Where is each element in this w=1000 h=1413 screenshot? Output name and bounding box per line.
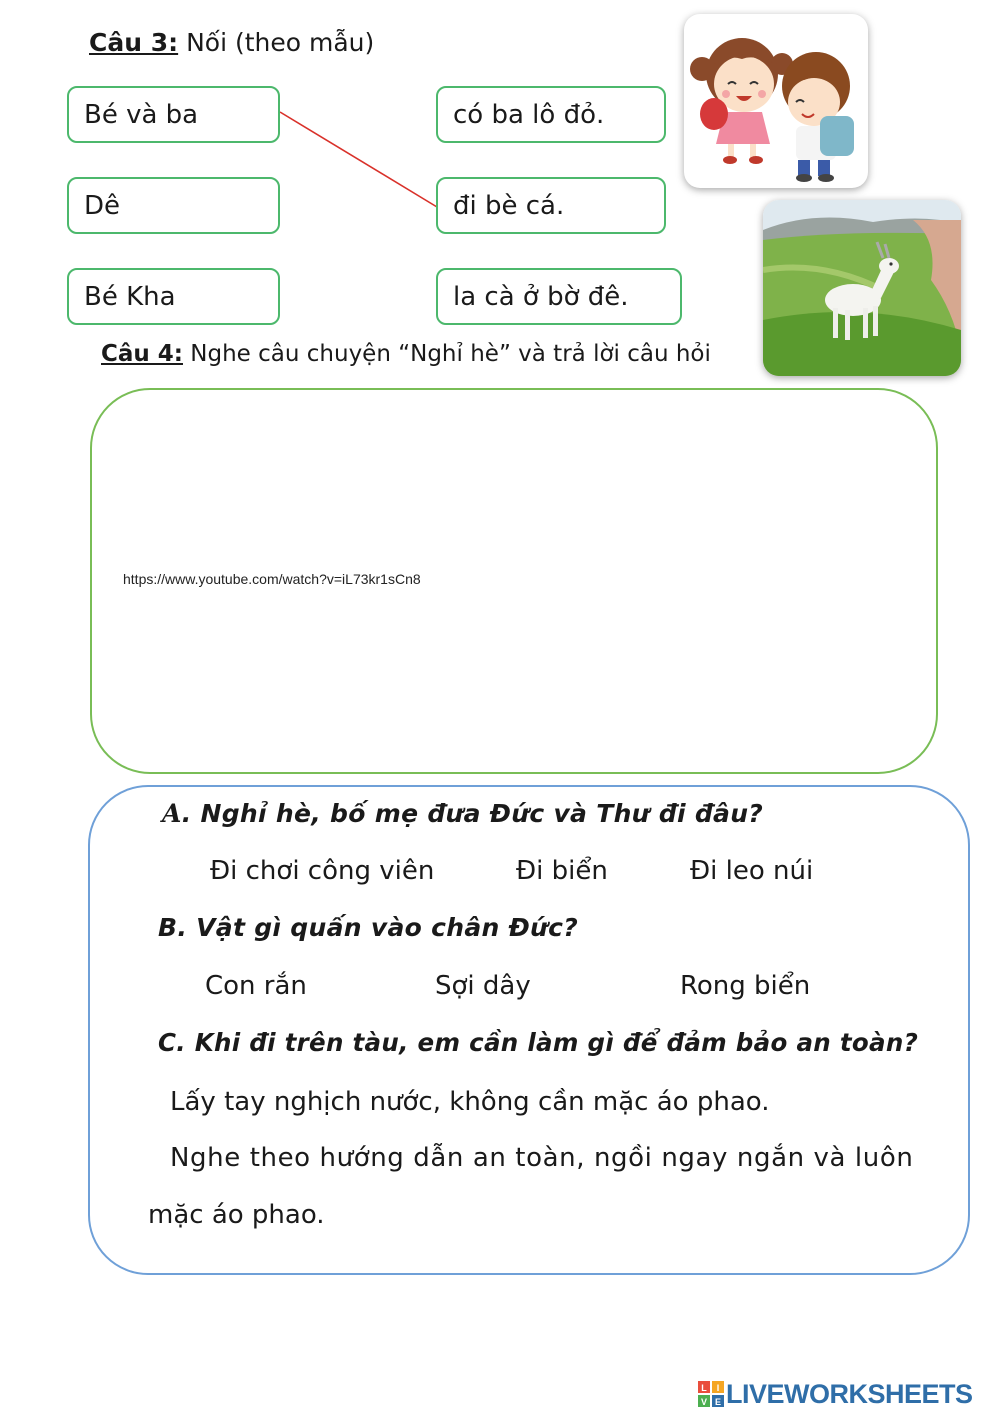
logo-letter-l: L [701,1383,707,1393]
option-b-3[interactable]: Rong biển [680,971,811,1001]
question-b: B. Vật gì quấn vào chân Đức? [158,913,579,942]
logo-letter-i: I [716,1383,720,1393]
goat-illustration [763,200,961,376]
example-match-line [280,112,437,207]
right-item-2[interactable] [436,177,666,234]
question-a-letter: A [162,799,182,828]
right-item-1[interactable] [436,86,666,143]
kids-illustration [684,14,868,188]
question-a [162,799,763,828]
left-item-1[interactable] [67,86,280,143]
left-item-2-text: Dê [84,190,121,221]
question-a-text: . Nghỉ hè, bố mẹ đưa Đức và Thư đi đâu? [181,799,764,828]
option-b-1[interactable]: Con rắn [205,971,307,1001]
liveworksheets-icon [698,1381,724,1407]
left-item-3-text: Bé Kha [84,281,176,312]
logo-letter-e: E [714,1397,722,1407]
option-a-3[interactable]: Đi leo núi [690,856,814,886]
left-item-3[interactable] [67,268,280,325]
option-c-2-continued[interactable]: mặc áo phao. [148,1200,325,1230]
right-item-1-text: có ba lô đỏ. [453,99,605,130]
option-a-1[interactable]: Đi chơi công viên [210,856,435,886]
logo-letter-v: V [700,1397,708,1407]
left-item-2[interactable] [67,177,280,234]
q4-instruction: Nghe câu chuyện “Nghỉ hè” và trả lời câu hỏi [182,341,711,367]
question-c: C. Khi đi trên tàu, em cần làm gì để đảm bảo an toàn? [158,1028,919,1057]
logo-text: LIVEWORKSHEETS [726,1378,973,1409]
q4-title [101,341,711,367]
q3-label: Câu 3: [89,28,179,57]
left-item-1-text: Bé và ba [84,99,199,130]
option-a-2[interactable]: Đi biển [516,856,608,886]
right-item-3[interactable] [436,268,682,325]
q4-label: Câu 4: [101,341,183,367]
kids-picture [684,14,868,188]
right-item-2-text: đi bè cá. [453,190,565,221]
video-url[interactable]: https://www.youtube.com/watch?v=iL73kr1sCn8 [123,571,421,587]
option-c-1[interactable]: Lấy tay nghịch nước, không cần mặc áo phao. [170,1087,770,1117]
option-b-2[interactable]: Sợi dây [435,971,531,1001]
q3-instruction: Nối (theo mẫu) [178,28,375,57]
right-item-3-text: la cà ở bờ đê. [453,281,629,312]
liveworksheets-logo [698,1377,973,1411]
goat-picture [763,200,961,376]
option-c-2[interactable]: Nghe theo hướng dẫn an toàn, ngồi ngay ngắn và luôn [170,1143,914,1173]
